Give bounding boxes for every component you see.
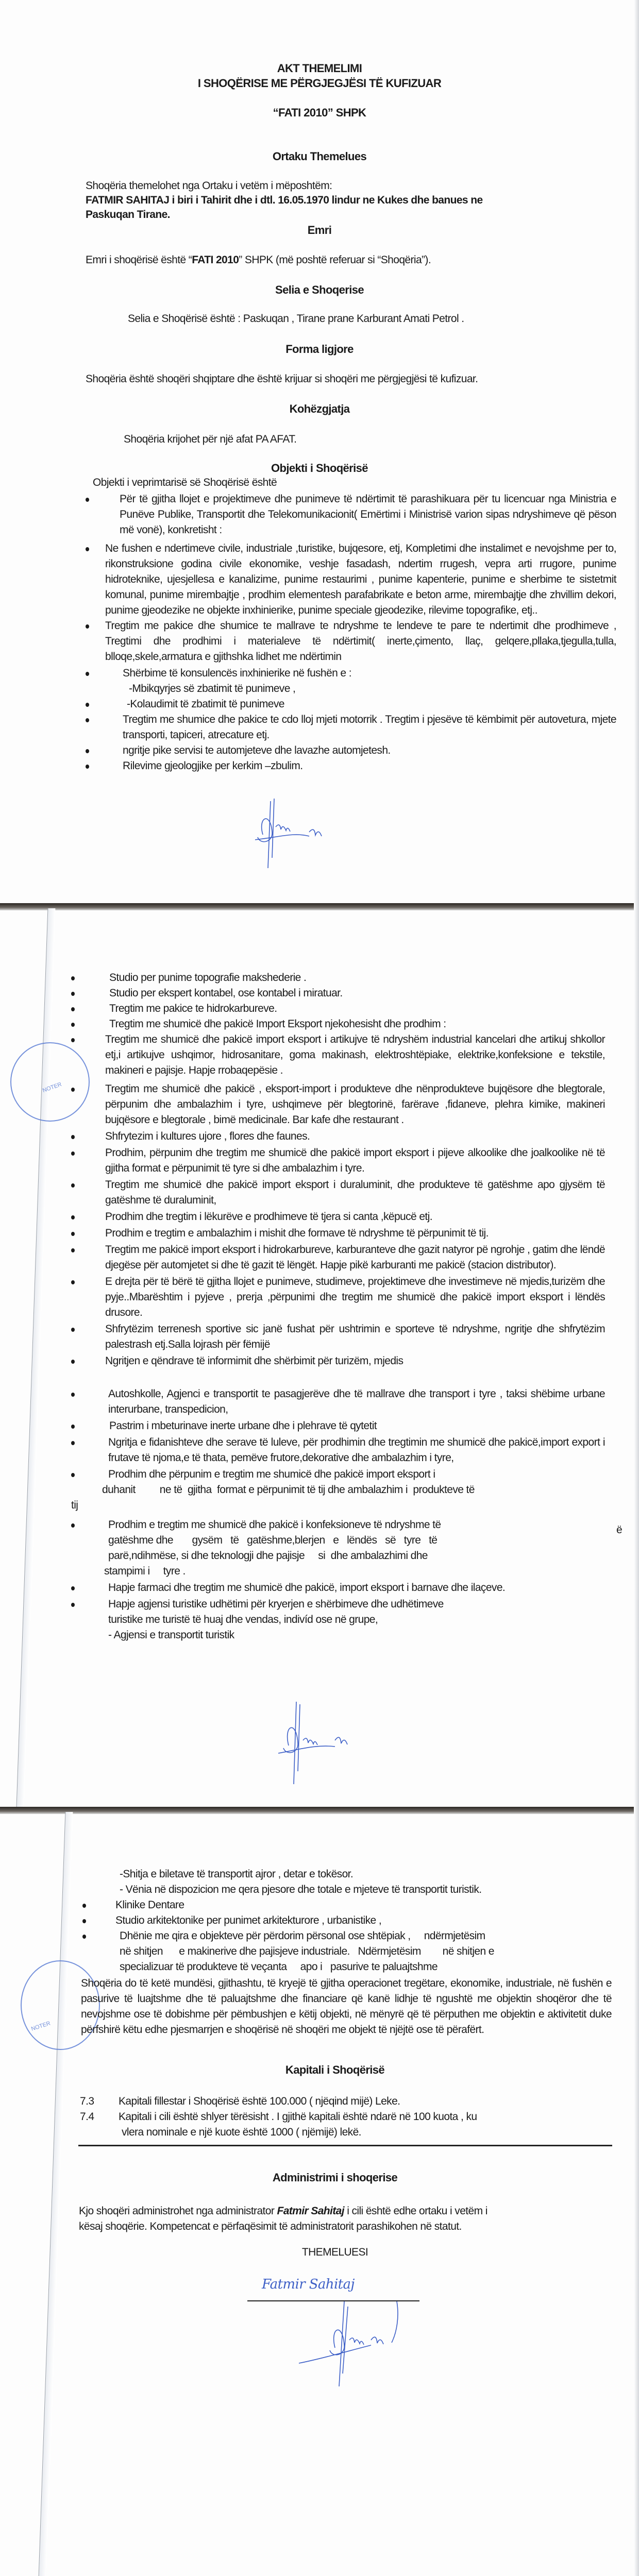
notary-stamp: NOTER xyxy=(10,1042,90,1122)
bullet-icon xyxy=(71,976,75,980)
document-title: AKT THEMELIMI xyxy=(277,62,362,75)
bullet-icon xyxy=(86,765,89,769)
list-item: Tregtim me shumicë dhe pakicë Import Eksport njekohesisht dhe prodhim : xyxy=(71,1016,605,1032)
list-item: ngritje pike servisi te automjeteve dhe lavazhe automjetesh. xyxy=(86,743,616,758)
bullet-icon xyxy=(86,672,89,676)
list-item: Ngritjen e qëndrave të informimit dhe shërbimit për turizëm, mjedis xyxy=(71,1353,605,1369)
section-heading-administrimi: Administrimi i shoqerise xyxy=(272,2171,398,2184)
list-item: Hapje agjensi turistike udhëtimi për kryerjen e shërbimeve dhe udhëtimeve xyxy=(71,1597,605,1612)
ortaku-person-line2: Paskuqan Tirane. xyxy=(86,209,170,221)
document-page-2 xyxy=(0,903,639,1807)
operacionet-paragraph: Shoqëria do të ketë mundësi, gjithashtu, të kryejë të gjitha operacionet tregëtare, ekonomike, industriale, në fushën e pasurive të luajtshme dhe të paluajtshme dhe financiare që kanë lidhje të ngushtë me objektin shoqëror dhe të nevojshme ose të dobishme për pëmbushjen e këtij objekti, në mënyrë që të përputhen me objektin e aktivitetit duke përfshirë këtu edhe pjesmarrjen e shoqërisë në shoqëri me objekt të njëjtë ose të përafërt. xyxy=(81,1977,612,2036)
list-item: Ngritja e fidanishteve dhe serave të luleve, për prodhimin dhe tregtimin me shumicë dhe pakicë,import export i frutave të njoma,e të thata, pemëve frutore,dekorative dhe ambalazhim i tyre, xyxy=(71,1435,605,1466)
list-item-continuation: stampimi i tyre . xyxy=(104,1565,186,1577)
list-item-continuation: specializuar të produkteve të veçanta apo i pasurive te paluajtshme xyxy=(120,1961,438,1973)
section-heading-kapitali: Kapitali i Shoqërisë xyxy=(285,2063,385,2076)
selia-text: Selia e Shoqërisë është : Paskuqan , Tirane prane Karburant Amati Petrol . xyxy=(128,313,464,325)
bullet-icon xyxy=(71,1425,75,1429)
themeluesi-label: THEMELUESI xyxy=(301,2246,368,2258)
bullet-icon xyxy=(71,1586,75,1590)
page-edge xyxy=(634,0,639,903)
list-item: Për të gjitha llojet e projektimeve dhe punimeve të ndërtimit të parashikuara për tu licencuar nga Ministria e Punëve Publike, Transportit dhe Telekomunikacionit( Emërtimi i Ministrisë varion sipas ndryshimeve që pëson më vonë), konkretisht : xyxy=(86,492,616,538)
bullet-icon xyxy=(71,1215,75,1219)
list-item: Tregtim me pakicë import eksport i hidrokarbureve, karburanteve dhe gazit natyror pë ngrohje , gatim dhe lëndë djegëse për automjetet si dhe të gazit të lëngët. Hapje pikë karburanti me pakicë (stacion distributor). xyxy=(71,1242,605,1273)
list-item: Prodhim e tregtim e ambalazhim i mishit dhe formave të ndryshme të përpunimit të tij. xyxy=(71,1226,605,1241)
document-page-1 xyxy=(0,0,639,903)
bullet-icon xyxy=(71,1441,75,1445)
bullet-icon xyxy=(86,749,89,753)
emri-text: Emri i shoqërisë është “FATI 2010” SHPK (më poshtë referuar si “Shoqëria”). xyxy=(86,254,431,266)
sub-item-mbikqyrjes: -Mbikqyrjes së zbatimit të punimeve , xyxy=(129,683,296,694)
kapitali-item-number: 7.3 xyxy=(80,2095,94,2107)
venia-line: - Vënia në dispozicion me qera pjesore dhe totale e mjeteve të transportit turistik. xyxy=(120,1884,482,1895)
list-item: Prodhim dhe tregtim i lëkurëve e prodhimeve të tjera si canta ,këpucë etj. xyxy=(71,1209,605,1225)
bullet-icon xyxy=(86,498,89,502)
founder-signature-1 xyxy=(247,796,350,873)
handwritten-founder-name: Fatmir Sahitaj xyxy=(262,2277,355,2292)
bullet-icon xyxy=(71,1183,75,1188)
list-item-continuation: në shitjen e makinerive dhe pajisjeve industriale. Ndërmjetësim në shitjen e xyxy=(120,1945,494,1957)
list-item: Studio arkitektonike per punimet arkitekturore , urbanistike , xyxy=(82,1913,613,1928)
stray-character: ë xyxy=(616,1524,623,1536)
bullet-icon xyxy=(71,1007,75,1011)
admin-text-line2: kësaj shoqërie. Kompetencat e përfaqësimit të administratorit parashikohen në statut. xyxy=(79,2221,462,2232)
bullet-icon xyxy=(86,624,89,629)
list-item: Dhënie me qira e objekteve për përdorim përsonal ose shtëpiak , ndërmjetësim xyxy=(82,1928,613,1944)
list-item: Prodhim e tregtim me shumicë dhe pakicë i konfeksioneve të ndryshme të xyxy=(71,1517,605,1533)
ortaku-person-line1: FATMIR SAHITAJ i biri i Tahirit dhe i dtl. 16.05.1970 lindur ne Kukes dhe banues ne xyxy=(86,194,483,206)
bullet-icon xyxy=(71,1393,75,1397)
founder-signature-3 xyxy=(294,2301,417,2389)
list-item: Prodhim, përpunim dhe tregtim me shumicë dhe pakicë import eksport i pijeve alkoolike dhe joalkoolike në të gjitha format e përpunimit të tyre si dhe ambalazhim i tyre. xyxy=(71,1145,605,1176)
list-item: Tregtim me pakice te hidrokarbureve. xyxy=(71,1001,605,1016)
objekti-list xyxy=(86,492,616,774)
bullet-icon xyxy=(71,1038,75,1042)
bullet-icon xyxy=(71,1328,75,1332)
kapitali-item-text: Kapitali i cili është shlyer tërësisht . I gjithë kapitali është ndarë në 100 kuota , ku xyxy=(119,2111,477,2123)
list-item: Shfrytezim i kultures ujore , flores dhe faunes. xyxy=(71,1129,605,1144)
admin-text-line1: Kjo shoqëri administrohet nga administrator Fatmir Sahitaj i cili është edhe ortaku i vetëm i xyxy=(79,2205,487,2217)
objekti-intro: Objekti i veprimtarisë së Shoqërisë është xyxy=(93,477,277,488)
list-item: Tregtim me shumicë dhe pakicë import eksport i duraluminit, dhe produkteve të gatëshme apo gjysëm të gatëshme të duraluminit, xyxy=(71,1177,605,1208)
notary-stamp: NOTER xyxy=(21,1960,100,2050)
bullet-icon xyxy=(86,703,89,707)
list-item: Klinike Dentare xyxy=(82,1897,613,1913)
list-item-continuation: turistike me turistë të huaj dhe vendas, indivíd ose në grupe, xyxy=(108,1614,378,1625)
bullet-icon xyxy=(82,1935,86,1939)
objekti-list-final xyxy=(82,1897,613,1975)
list-item: E drejta për të bërë të gjitha llojet e punimeve, studimeve, projektimeve dhe investimeve në mjedis,turizëm dhe pyje..Mbarështim i pyjeve , prerja ,përpunimi dhe tregtim me shumicë dhe pakicë import eksport i lëndës drusore. xyxy=(71,1274,605,1320)
document-subtitle: I SHOQËRISE ME PËRGJEGJËSI TË KUFIZUAR xyxy=(197,77,442,90)
page-edge xyxy=(634,903,639,1807)
shitja-line: -Shitja e biletave të transportit ajror , detar e tokësor. xyxy=(120,1868,354,1880)
list-item: Ne fushen e ndertimeve civile, industriale ,turistike, bujqesore, etj, Kompletimi dhe instalimet e nevojshme per to, rikonstruksione godina civile ekonomike, veshje fasadash, ndertim rrugesh, vepra arti rrugore, punime hidroteknike, ujesjellesa e kanalizime, punime restaurimi , punime kapenterie, punime e sherbime te sistetmit komunal, punime mirembajtje , prodhim elementesh parafabrikate e beton arme, mirembajtje dhe zhvillim dekori, punime gjeodezike ne objekte inxhinierike, punime speciale gjeodezike, rilevime topografike, etj.. xyxy=(86,541,616,618)
scan-shadow xyxy=(0,1807,639,1814)
list-item-continuation: - Agjensi e transportit turistik xyxy=(108,1629,234,1641)
bullet-icon xyxy=(71,1248,75,1252)
list-item: Studio per ekspert kontabel, ose kontabel i miratuar. xyxy=(71,986,605,1001)
ortaku-intro: Shoqëria themelohet nga Ortaku i vetëm i mëposhtëm: xyxy=(86,180,332,192)
bullet-icon xyxy=(71,1603,75,1607)
section-heading-kohezgjatja: Kohëzgjatja xyxy=(289,402,350,415)
section-heading-objekti: Objekti i Shoqërisë xyxy=(271,462,368,474)
list-item: Rilevime gjeologjike per kerkim –zbulim. xyxy=(86,758,616,774)
divider xyxy=(78,2145,612,2146)
bullet-icon xyxy=(86,547,89,551)
bullet-icon xyxy=(71,1280,75,1284)
forma-text: Shoqëria është shoqëri shqiptare dhe është krijuar si shoqëri me përgjegjësi të kufizuar. xyxy=(86,373,478,385)
list-item: Shërbime të konsulencës inxhinierike në fushën e : xyxy=(86,666,616,681)
bullet-icon xyxy=(86,718,89,722)
list-item: Pastrim i mbeturinave inerte urbane dhe i plehrave të qytetit xyxy=(71,1418,605,1434)
bullet-icon xyxy=(82,1904,86,1908)
section-heading-ortaku: Ortaku Themelues xyxy=(272,150,367,163)
bullet-icon xyxy=(71,1232,75,1236)
scan-shadow xyxy=(0,903,639,910)
bullet-icon xyxy=(71,1135,75,1139)
bullet-icon xyxy=(71,1151,75,1156)
list-item: Autoshkolle, Agjenci e transportit te pasagjerëve dhe të mallrave dhe transport i tyre , taksi shëbime urbane interurbane, transpedicion, xyxy=(71,1386,605,1417)
section-heading-forma: Forma ligjore xyxy=(285,343,354,355)
section-heading-emri: Emri xyxy=(307,224,332,236)
list-item: Studio per punime topografie makshederie . xyxy=(71,970,605,986)
list-item: Tregtim me shumicë dhe pakicë import eksport i artikujve të ndryshëm industrial kancelari dhe artikuj shkollor etj,i artikujve ushqimor, hidrosanitare, goma makinash, elektroshtëpiake, elektrike,konfeksione e tekstile, makineri e pajisje. Hapje rrobaqepësie . xyxy=(71,1032,605,1078)
list-item-continuation: duhanit ne të gjitha format e përpunimit të tij dhe ambalazhim i produkteve të xyxy=(102,1484,475,1496)
bullet-icon xyxy=(82,1919,86,1923)
list-item: Prodhim dhe përpunim e tregtim me shumicë dhe pakicë import eksport i xyxy=(71,1467,605,1482)
bullet-icon xyxy=(71,1088,75,1092)
list-item: -Kolaudimit të zbatimit të punimeve xyxy=(86,697,616,712)
bullet-icon xyxy=(71,1523,75,1528)
list-item: Shfrytëzim terrenesh sportive sic janë fushat për ushtrimin e sporteve të ndryshme, ngritje dhe shfrytëzim palestrash etj.Salla lojrash për fëmijë xyxy=(71,1321,605,1352)
page-edge xyxy=(34,1812,73,2576)
section-heading-selia: Selia e Shoqerise xyxy=(275,283,364,296)
list-item-continuation: gatëshme dhe gysëm të gatëshme,blerjen e lëndës së tyre të xyxy=(108,1534,438,1546)
list-item-continuation: parë,ndihmëse, si dhe teknologji dhe pajisje si dhe ambalazhimi dhe xyxy=(108,1550,428,1562)
document-page-3 xyxy=(0,1807,639,2576)
company-title: “FATI 2010” SHPK xyxy=(273,106,366,119)
list-item: Tregtim me shumice dhe pakice te cdo lloj mjeti motorrik . Tregtim i pjesëve të këmbimit për autovetura, mjete transporti, tapiceri, atrecature etj. xyxy=(86,712,616,743)
kapitali-item-text-2: vlera nominale e një kuote është 1000 ( njëmijë) lekë. xyxy=(122,2126,361,2138)
list-item: Tregtim me shumicë dhe pakicë , eksport-import i produkteve dhe nënprodukteve bujqësore dhe blegtorale, përpunim dhe ambalazhim i tyre, ushqimeve për blegtorinë, farërave ,fidaneve, plehra kimike, makineri bujqësore e blegtorale , bimë medicinale. Bar kafe dhe restaurant . xyxy=(71,1081,605,1128)
bullet-icon xyxy=(71,1473,75,1477)
kapitali-item-text: Kapitali fillestar i Shoqërisë është 100.000 ( njëqind mijë) Leke. xyxy=(119,2095,400,2107)
bullet-icon xyxy=(71,1023,75,1027)
list-item-continuation: tij xyxy=(71,1499,78,1511)
objekti-list-continued xyxy=(71,970,605,1643)
list-item: Hapje farmaci dhe tregtim me shumicë dhe pakicë, import eksport i barnave dhe ilaçeve. xyxy=(71,1580,605,1596)
page-edge xyxy=(634,1807,639,2576)
bullet-icon xyxy=(71,1360,75,1364)
kohezgjatja-text: Shoqëria krijohet për një afat PA AFAT. xyxy=(124,433,297,445)
bullet-icon xyxy=(71,992,75,996)
list-item: Tregtim me pakice dhe shumice te mallrave te ndryshme te lendeve te pare te ndertimit dhe prodhimeve , Tregtimi dhe prodhimi i materialeve të ndërtimit( inerte,çimento, llaç, gelqere,pllaka,tjegulla,tulla, blloqe,skele,armatura e gjithshka lidhet me ndërtimin xyxy=(86,618,616,665)
kapitali-item-number: 7.4 xyxy=(80,2111,94,2123)
founder-signature-2 xyxy=(258,1699,371,1787)
